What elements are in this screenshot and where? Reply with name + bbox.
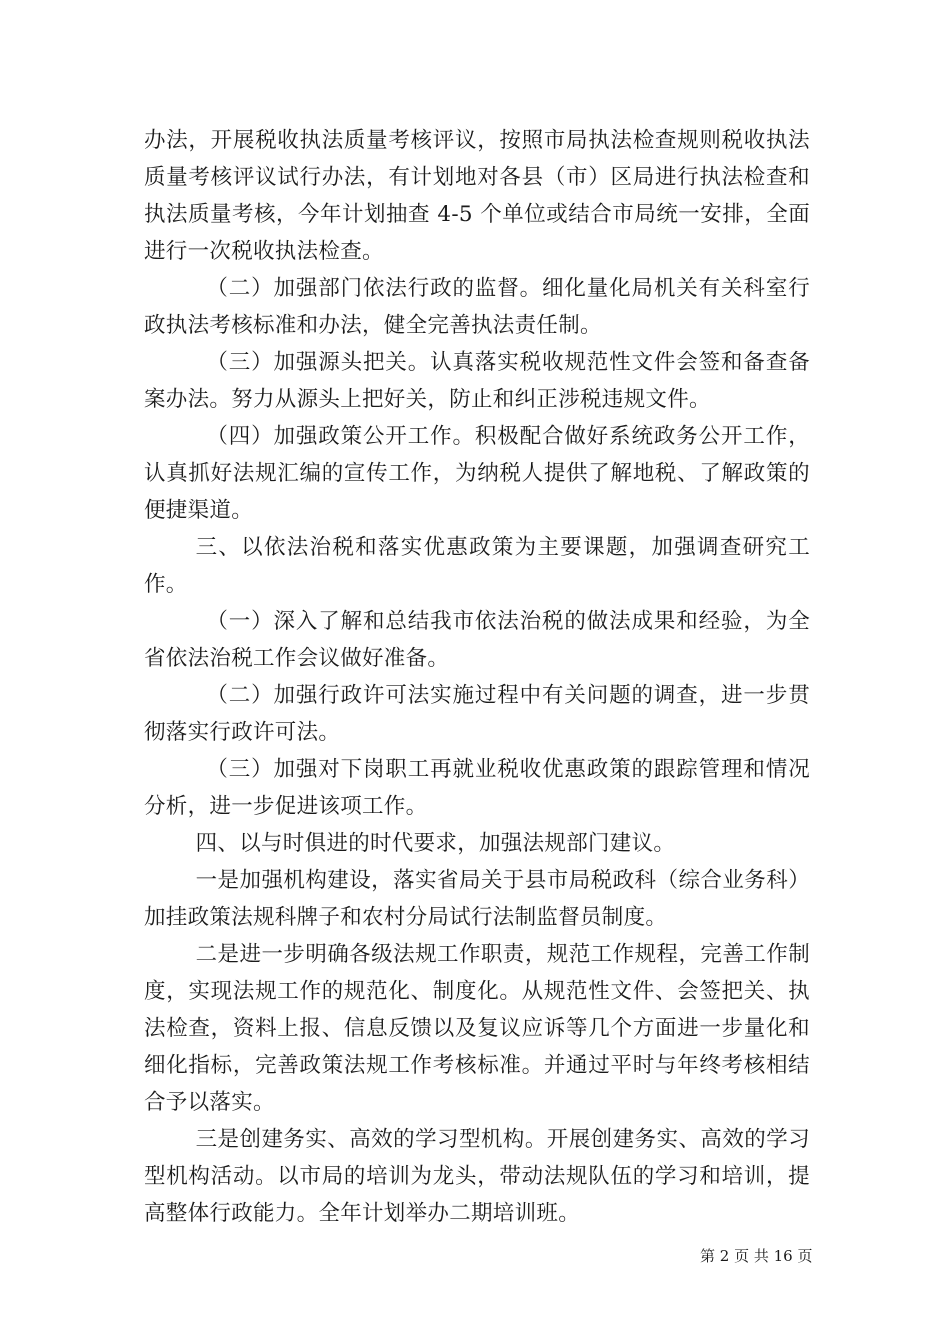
paragraph-item-4-3: 三是创建务实、高效的学习型机构。开展创建务实、高效的学习型机构活动。以市局的培训为龙头，带动法规队伍的学习和培训，提高整体行政能力。全年计划举办二期培训班。	[144, 1127, 810, 1226]
paragraph-item-2-4: （四）加强政策公开工作。积极配合做好系统政务公开工作，认真抓好法规汇编的宣传工作，为纳税人提供了解地税、了解政策的便捷渠道。	[144, 424, 810, 523]
document-body	[144, 122, 810, 1232]
paragraph-item-3-1: （一）深入了解和总结我市依法治税的做法成果和经验，为全省依法治税工作会议做好准备。	[144, 609, 810, 671]
paragraph-item-2-3: （三）加强源头把关。认真落实税收规范性文件会签和备查备案办法。努力从源头上把好关，防止和纠正涉税违规文件。	[144, 350, 810, 412]
section-heading-4: 四、以与时俱进的时代要求，加强法规部门建议。	[195, 831, 676, 856]
paragraph-item-2-2: （二）加强部门依法行政的监督。细化量化局机关有关科室行政执法考核标准和办法，健全完善执法责任制。	[144, 276, 810, 338]
paragraph-item-3-3: （三）加强对下岗职工再就业税收优惠政策的跟踪管理和情况分析，进一步促进该项工作。	[144, 757, 810, 819]
paragraph-item-4-2: 二是进一步明确各级法规工作职责，规范工作规程，完善工作制度，实现法规工作的规范化、制度化。从规范性文件、会签把关、执法检查，资料上报、信息反馈以及复议应诉等几个方面进一步量化和细化指标，完善政策法规工作考核标准。并通过平时与年终考核相结合予以落实。	[144, 942, 810, 1115]
paragraph-continuation: 办法，开展税收执法质量考核评议，按照市局执法检查规则税收执法质量考核评议试行办法，有计划地对各县（市）区局进行执法检查和执法质量考核，今年计划抽查 4-5 个单位或结合市局统一安排，全面进行一次税收执法检查。	[144, 128, 810, 264]
page-number: 第 2 页 共 16 页	[700, 1247, 813, 1265]
section-heading-3: 三、以依法治税和落实优惠政策为主要课题，加强调查研究工作。	[144, 535, 810, 597]
paragraph-item-4-1: 一是加强机构建设，落实省局关于县市局税政科（综合业务科）加挂政策法规科牌子和农村分局试行法制监督员制度。	[144, 868, 810, 930]
paragraph-item-3-2: （二）加强行政许可法实施过程中有关问题的调查，进一步贯彻落实行政许可法。	[144, 683, 810, 745]
